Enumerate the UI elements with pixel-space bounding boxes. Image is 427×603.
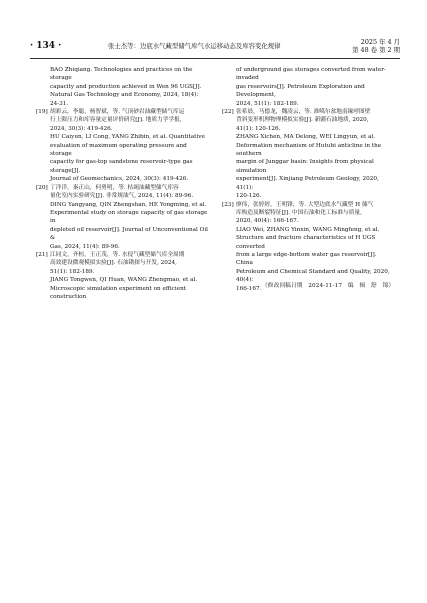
ref-line: JIANG Tongwen, QI Huan, WANG Zhengmao, et al. [50,277,198,284]
ref-line: LIAO Wei, ZHANG Yinxin, WANG Mingfeng, et al. [236,226,380,233]
ref-line: 41(1): 120-126. [236,125,281,132]
ref-line: Natural Gas Technology and Economy, 2024, 18(4): 24-31. [50,92,199,107]
ref-line: 2024, 51(1): 182-189. [236,100,299,107]
issue-volume: 第 48 卷 第 2 期 [352,46,400,54]
ref-line: HU Caiyun, LI Cong, YANG Zhibin, et al. Quantitative [50,134,205,141]
ref-line: Journal of Geomechanics, 2024, 30(3): 419-426. [50,176,189,183]
ref-line: 51(1): 182-189. [50,268,95,275]
ref-line: 库构造及断裂特征[J]. 中国石油和化工标准与质量, [236,209,362,216]
ref-line: 行上限压力和库容量定量评价研究[J]. 地质力学学报, [50,117,182,124]
ref-line: 2024, 30(3): 419-426. [50,125,113,132]
ref-line: margin of Junggar basin: Insights from physical simulation [236,159,374,174]
issue-info [352,38,400,54]
ref-line: BAO Zhiqiang. Technologies and practices on the storage [50,67,193,82]
reference-number: [21] [36,251,48,258]
ref-line: Petroleum and Chemical Standard and Quality, 2020, 40(4): [236,268,390,284]
reference-19 [36,108,208,184]
ref-line: Microscopic simulation experiment on efficient construction [50,285,187,300]
ref-line: DING Yangyang, QIN Zhengshan, HE Yongming, et al. [50,201,207,208]
reference-21 [36,251,208,301]
ref-line: 张希晨，马德龙，魏凌云，等. 准噶尔盆地南缘呼图壁 [236,109,371,116]
running-header [30,38,400,58]
ref-line: Structure and fracture characteristics of H UGS converted [236,235,376,250]
page-number: · 134 · [30,41,62,51]
header-rule [30,58,400,59]
ref-line: Gas, 2024, 11(4): 89-96. [50,243,120,250]
ref-line: gas reservoirs[J]. Petroleum Exploration and Development, [236,83,365,99]
ref-line: 胡彩云，李聪，杨智斌，等. 气顶砂岩油藏型储气库运 [50,109,185,116]
ref-line: 量化室内实验研究[J]. 非常规油气, 2024, 11(4): 89-96. [50,193,194,200]
left-column [36,66,208,301]
ref-line: experiment[J]. Xinjiang Petroleum Geology, 2020, 41(1): [236,176,379,191]
revision-note: （修改回稿日期 2024-11-17 编 辑 舒 锦） [262,283,395,289]
ref-line: depleted oil reservoir[J]. Journal of Unconventional Oil & [50,226,208,242]
running-title: 张士杰等：边底水气藏型储气库气水运移动态及库容变化规律 [108,42,281,50]
ref-line: 120-126. [236,193,262,200]
ref-line: capacity and production achieved in Wen 96 UGS[J]. [50,83,202,90]
reference-number: [22] [222,109,234,116]
ref-line: 背斜变形机理物理模拟实验[J]. 新疆石油地质, 2020, [236,117,369,124]
ref-line: 丁洋洋，秦正山，何勇明，等. 枯竭油藏型储气库容 [50,184,179,191]
reference-number: [19] [36,109,48,116]
ref-line: 高效建设微观模拟实验[J]. 石油勘探与开发, 2024, [50,260,177,267]
ref-line: capacity for gas-top sandstone reservoir-type gas storage[J]. [50,159,193,174]
ref-line: 2020, 40(4): 166-167. [236,218,299,225]
ref-line: 江同文，齐桓，王正茂，等. 水侵气藏型储气库全周期 [50,251,185,258]
ref-line: of underground gas storages converted from water-invaded [236,67,386,82]
reference-number: [20] [36,184,48,191]
ref-line: from a large edge-bottom water gas reservoir[J]. China [236,251,377,267]
ref-line: Experimental study on storage capacity of gas storage in [50,209,208,225]
ref-line: ZHANG Xichen, MA Delong, WEI Lingyun, et al. [236,134,376,141]
reference-22 [222,108,394,200]
issue-date: 2025 年 4 月 [360,38,400,46]
reference-continuation [222,66,394,108]
ref-line: evaluation of maximum operating pressure and storage [50,142,187,158]
right-column [222,66,394,293]
reference-20 [36,184,208,251]
ref-line: 廖伟，张婷婷，王明锋，等. 大型边底水气藏型 H 储气 [236,201,374,208]
reference-continuation [36,66,208,108]
ref-line: 166-167. [236,285,262,292]
ref-line: Deformation mechanism of Hutubi anticline in the southern [236,142,382,158]
reference-number: [23] [222,201,234,208]
